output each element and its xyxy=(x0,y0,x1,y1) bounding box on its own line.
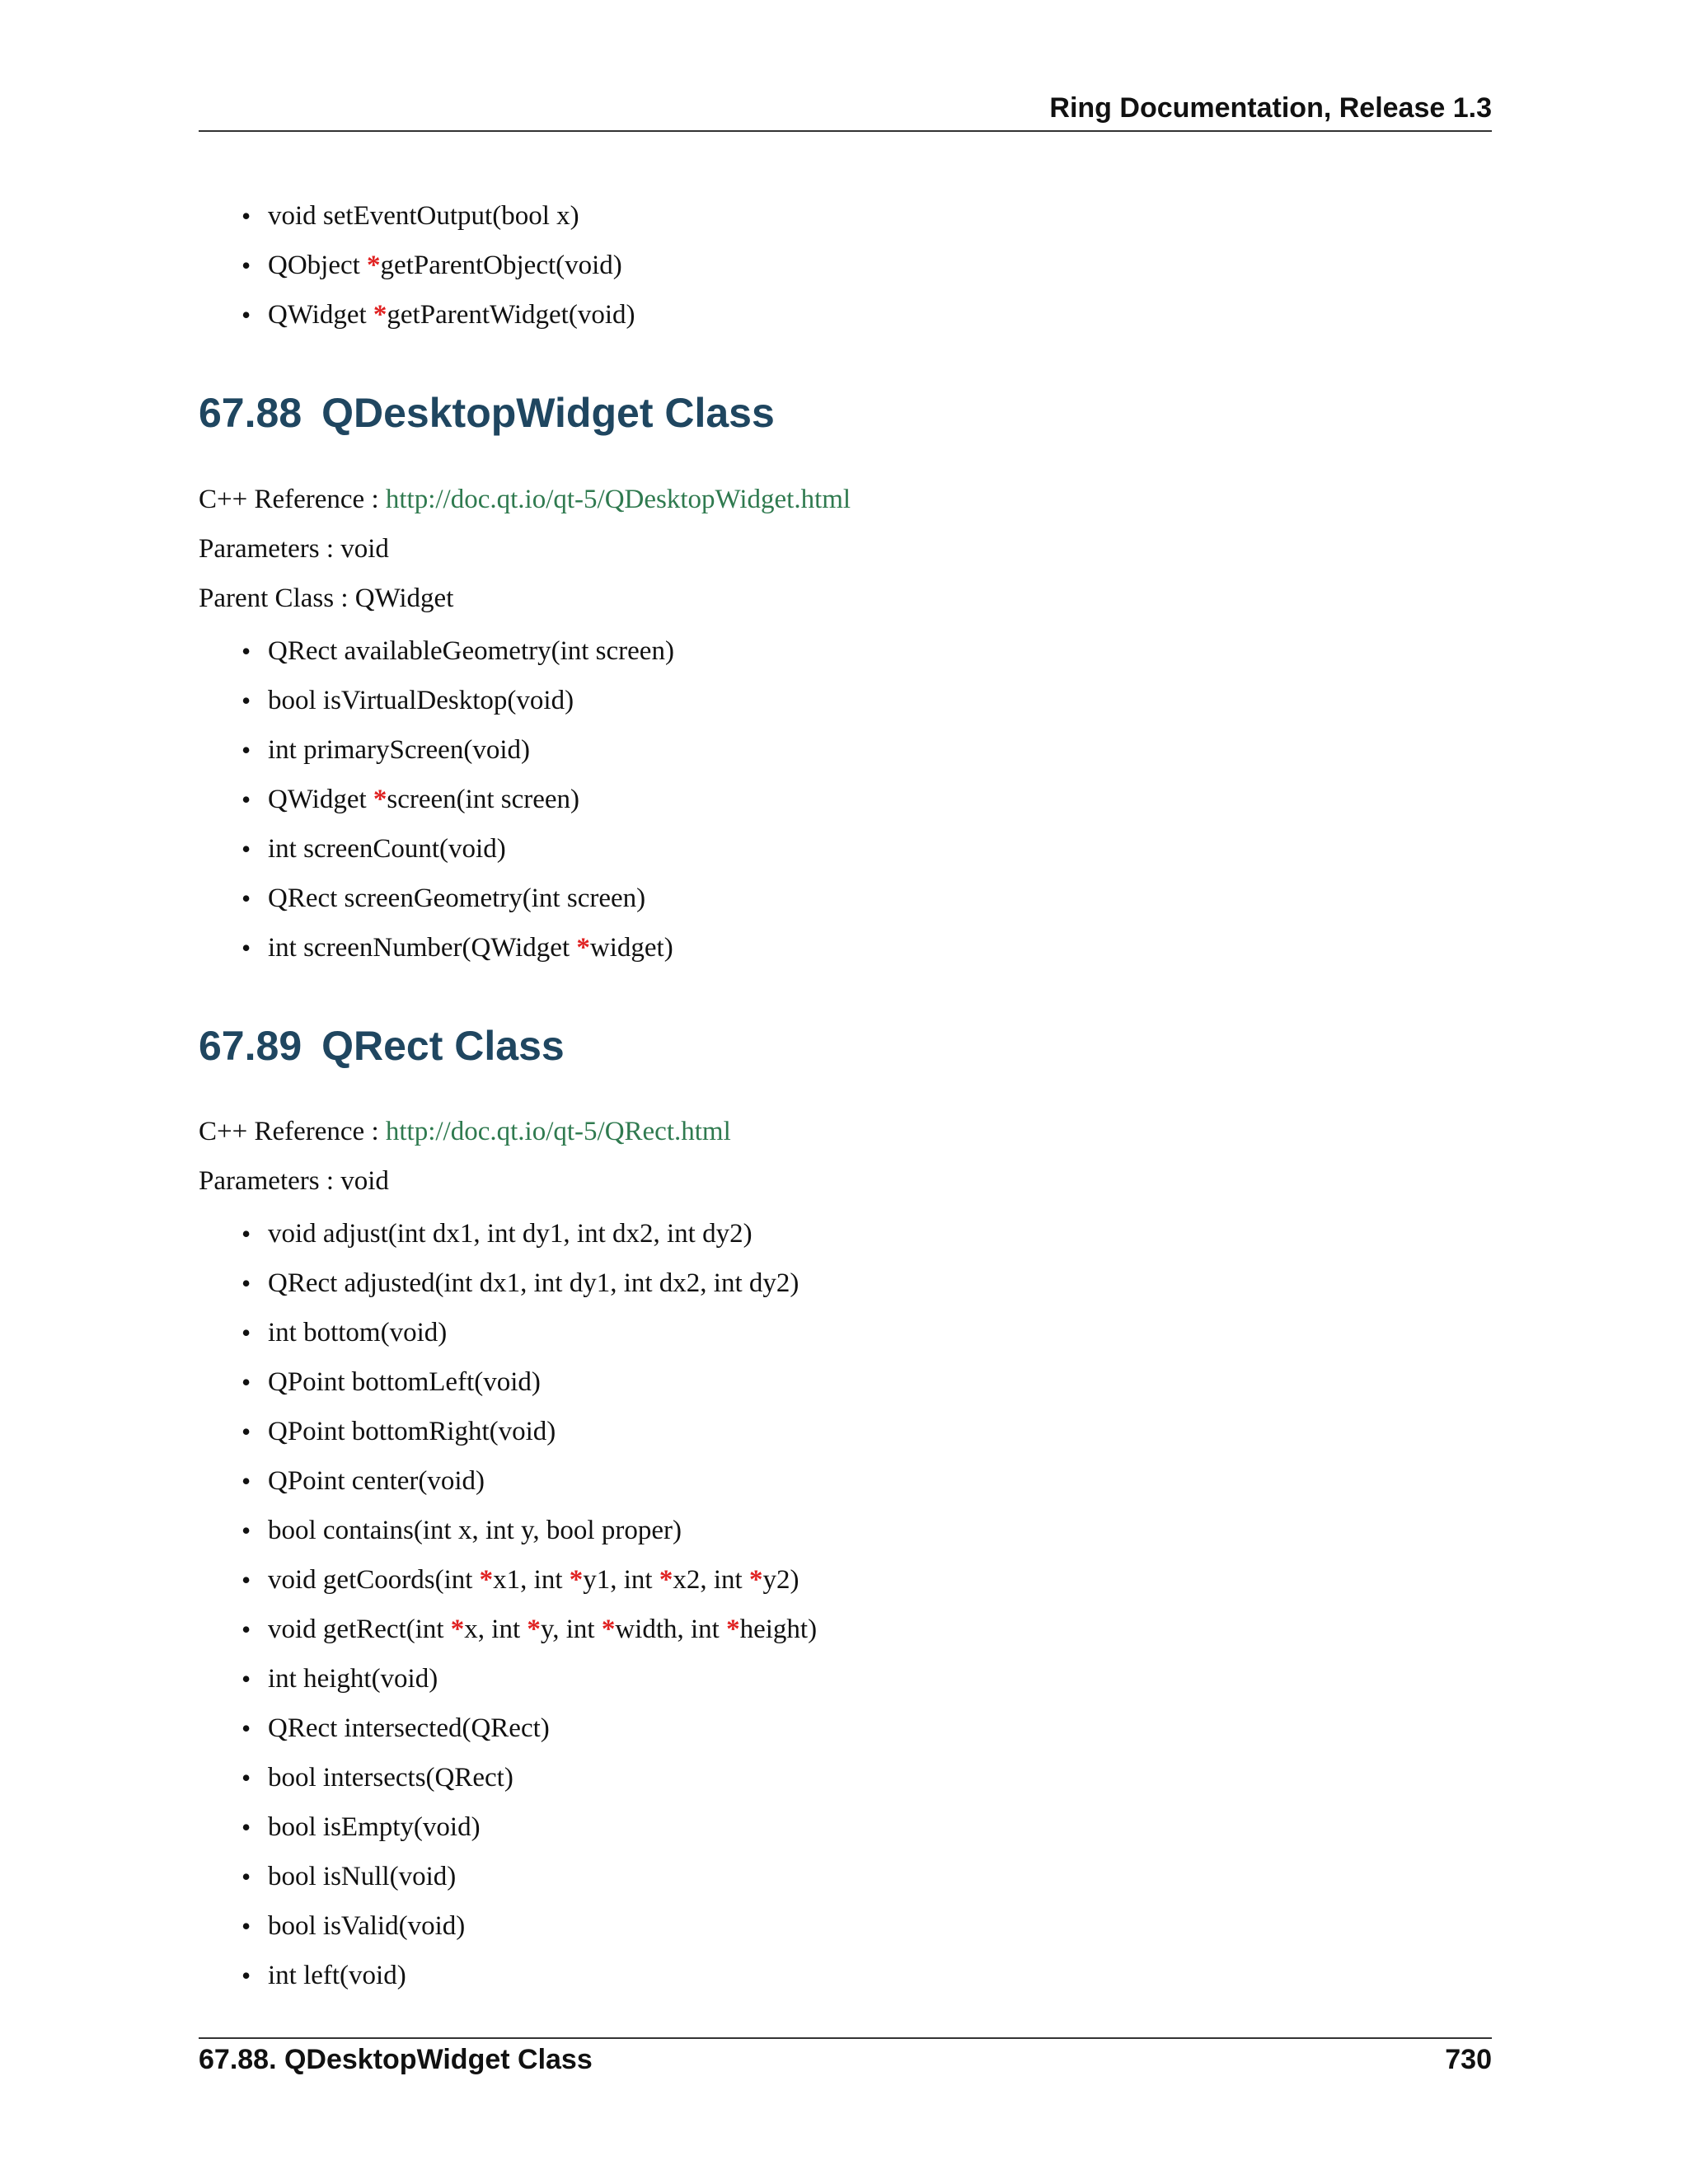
pointer-asterisk: * xyxy=(659,1565,673,1595)
method-item xyxy=(199,1209,817,1258)
method-item xyxy=(199,1704,817,1753)
qrect-method-list xyxy=(199,1209,817,2000)
method-item xyxy=(199,191,635,241)
method-item xyxy=(199,775,674,824)
method-text: widget) xyxy=(589,933,673,963)
method-text: y2) xyxy=(762,1565,799,1595)
pointer-asterisk: * xyxy=(479,1565,494,1595)
pointer-asterisk: * xyxy=(601,1615,616,1644)
method-item xyxy=(199,1951,817,2000)
method-item xyxy=(199,1357,817,1407)
reference-label: C++ Reference : xyxy=(199,1117,379,1146)
method-item xyxy=(199,1852,817,1901)
section-heading-qrect[interactable] xyxy=(199,1022,565,1070)
parameters-line: Parameters : void xyxy=(199,534,389,564)
header-rule xyxy=(199,130,1492,132)
method-text: QRect intersected(QRect) xyxy=(268,1713,550,1743)
method-text: QPoint bottomRight(void) xyxy=(268,1417,556,1446)
method-item xyxy=(199,290,635,340)
footer-rule xyxy=(199,2037,1492,2039)
method-text: int screenNumber(QWidget xyxy=(268,933,577,963)
method-text: y, int xyxy=(540,1615,602,1644)
method-text: QObject xyxy=(268,251,368,280)
method-text: bool isValid(void) xyxy=(268,1911,466,1941)
parent-class-line: Parent Class : QWidget xyxy=(199,583,454,613)
method-text: QRect adjusted(int dx1, int dy1, int dx2, int dy2) xyxy=(268,1268,799,1298)
method-item xyxy=(199,1308,817,1357)
method-text: x1, int xyxy=(493,1565,570,1595)
method-text: QWidget xyxy=(268,785,373,814)
method-text: x, int xyxy=(464,1615,528,1644)
method-text: QRect availableGeometry(int screen) xyxy=(268,636,674,666)
section-heading-qdesktopwidget[interactable] xyxy=(199,389,775,437)
method-text: getParentWidget(void) xyxy=(387,300,635,330)
method-item xyxy=(199,1654,817,1704)
method-item xyxy=(199,725,674,775)
method-item xyxy=(199,923,674,972)
reference-link[interactable]: http://doc.qt.io/qt-5/QRect.html xyxy=(385,1117,731,1146)
method-item xyxy=(199,1802,817,1852)
method-item xyxy=(199,626,674,676)
method-text: int height(void) xyxy=(268,1664,438,1694)
method-text: bool isEmpty(void) xyxy=(268,1812,481,1842)
method-item xyxy=(199,1258,817,1308)
reference-link[interactable]: http://doc.qt.io/qt-5/QDesktopWidget.html xyxy=(385,485,851,514)
method-item xyxy=(199,1753,817,1802)
page-number: 730 xyxy=(1445,2044,1492,2075)
method-text: bool intersects(QRect) xyxy=(268,1763,513,1793)
pointer-asterisk: * xyxy=(367,251,381,280)
method-text: bool isNull(void) xyxy=(268,1862,457,1891)
method-item xyxy=(199,1407,817,1456)
method-text: y1, int xyxy=(583,1565,659,1595)
section-title: QRect Class xyxy=(321,1023,565,1069)
pointer-asterisk: * xyxy=(748,1565,763,1595)
method-item xyxy=(199,1605,817,1654)
method-item xyxy=(199,874,674,923)
method-item xyxy=(199,1555,817,1605)
section-number: 67.88 xyxy=(199,390,302,436)
method-text: void adjust(int dx1, int dy1, int dx2, int dy2) xyxy=(268,1219,753,1249)
method-text: void getRect(int xyxy=(268,1615,451,1644)
method-text: height) xyxy=(739,1615,818,1644)
method-text: QRect screenGeometry(int screen) xyxy=(268,883,646,913)
method-text: QWidget xyxy=(268,300,373,330)
method-text: bool isVirtualDesktop(void) xyxy=(268,686,574,715)
section-title: QDesktopWidget Class xyxy=(321,390,775,436)
method-text: screen(int screen) xyxy=(387,785,580,814)
method-text: void getCoords(int xyxy=(268,1565,480,1595)
cpp-reference-line xyxy=(199,1117,731,1147)
running-header: Ring Documentation, Release 1.3 xyxy=(1049,92,1492,124)
pointer-asterisk: * xyxy=(373,300,387,330)
pointer-asterisk: * xyxy=(576,933,590,963)
method-text: int screenCount(void) xyxy=(268,834,506,864)
pointer-asterisk: * xyxy=(527,1615,541,1644)
reference-label: C++ Reference : xyxy=(199,485,379,514)
method-text: getParentObject(void) xyxy=(380,251,622,280)
method-text: void setEventOutput(bool x) xyxy=(268,201,579,231)
pointer-asterisk: * xyxy=(726,1615,740,1644)
method-text: QPoint bottomLeft(void) xyxy=(268,1367,541,1397)
method-item xyxy=(199,1506,817,1555)
top-method-list xyxy=(199,191,635,340)
footer-section-title: 67.88. QDesktopWidget Class xyxy=(199,2044,593,2075)
method-item xyxy=(199,1901,817,1951)
method-item xyxy=(199,676,674,725)
method-text: int bottom(void) xyxy=(268,1318,448,1347)
method-text: int left(void) xyxy=(268,1961,406,1990)
method-item xyxy=(199,1456,817,1506)
method-text: x2, int xyxy=(673,1565,749,1595)
parameters-line: Parameters : void xyxy=(199,1166,389,1196)
pointer-asterisk: * xyxy=(373,785,387,814)
method-item xyxy=(199,824,674,874)
method-text: int primaryScreen(void) xyxy=(268,735,530,765)
method-text: QPoint center(void) xyxy=(268,1466,485,1496)
pointer-asterisk: * xyxy=(450,1615,465,1644)
cpp-reference-line xyxy=(199,485,851,515)
method-text: width, int xyxy=(615,1615,727,1644)
qdesktopwidget-method-list xyxy=(199,626,674,972)
pointer-asterisk: * xyxy=(569,1565,584,1595)
section-number: 67.89 xyxy=(199,1023,302,1069)
method-item xyxy=(199,241,635,290)
method-text: bool contains(int x, int y, bool proper) xyxy=(268,1516,682,1545)
